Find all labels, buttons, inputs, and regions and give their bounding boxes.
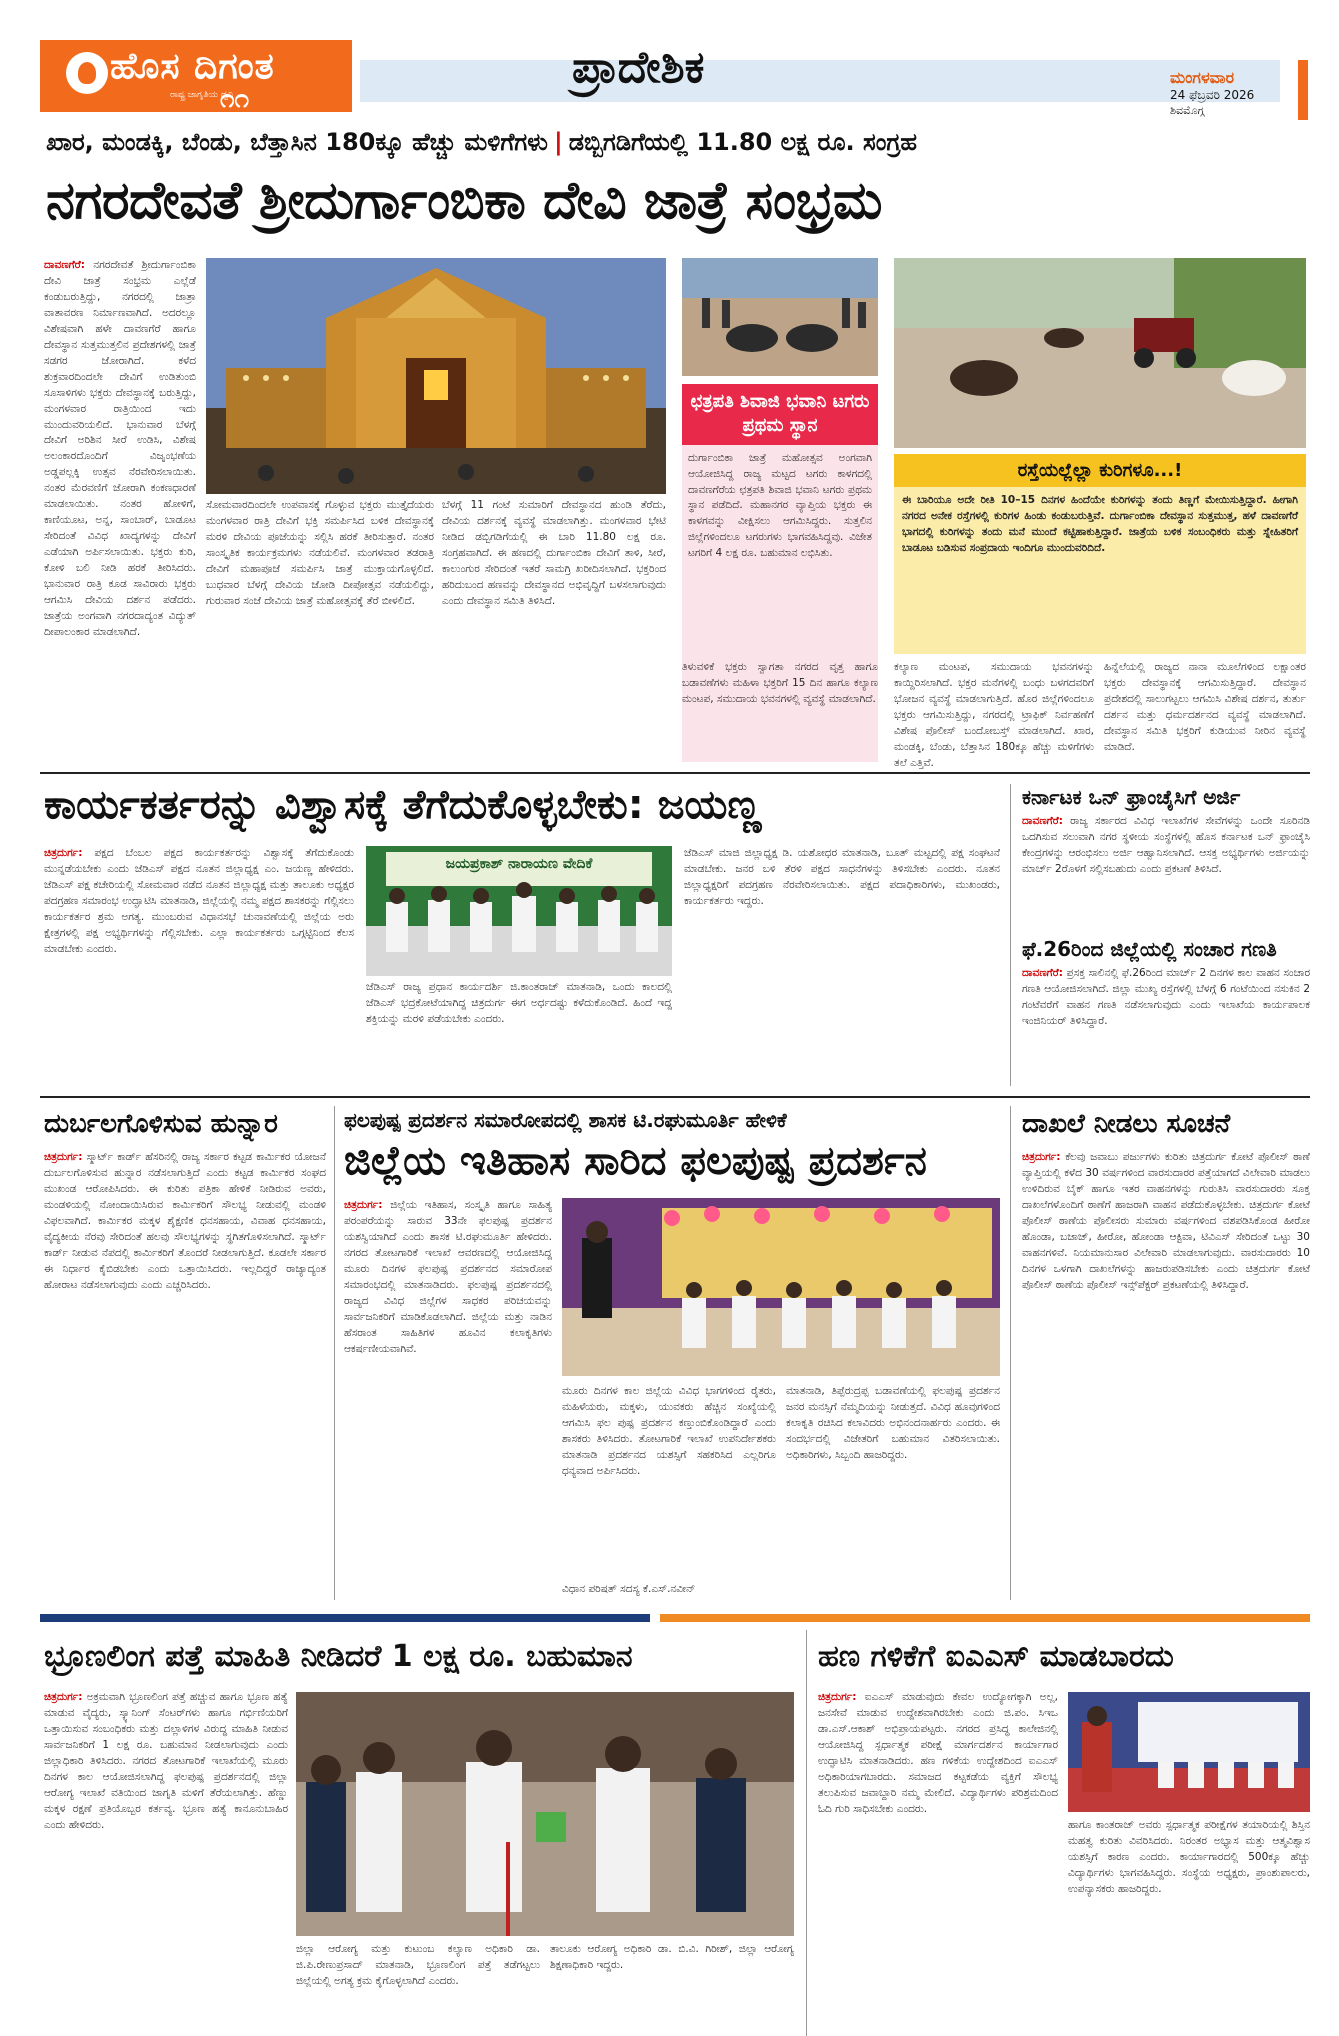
masthead bbox=[40, 40, 1310, 118]
lead-kicker bbox=[46, 128, 1316, 156]
dateline: ದಾವಣಗೆರೆ: bbox=[44, 259, 85, 271]
dateline: ಚಿತ್ರದುರ್ಗ: bbox=[44, 1151, 83, 1163]
lead-col-4: ಕಲ್ಯಾಣ ಮಂಟಪ, ಸಮುದಾಯ ಭವನಗಳನ್ನು ಕಾಯ್ದಿರಿಸಲಾಗಿದೆ. ಭಕ್ತರ ಮನೆಗಳಲ್ಲಿ ಬಂಧು ಬಳಗದವರಿಗೆ ಭೋಜನ ವ್ಯವಸ್ಥೆ ಮಾಡಲಾಗುತ್ತಿದೆ. ಹೊರ ಜಿಲ್ಲೆಗಳಿಂದಲೂ ಭಕ್ತರು ಆಗಮಿಸುತ್ತಿದ್ದು, ನಗರದಲ್ಲಿ ಟ್ರಾಫಿಕ್ ನಿರ್ವಹಣೆಗೆ ವಿಶೇಷ ಪೊಲೀಸ್ ಬಂದೋಬಸ್ತ್ ಮಾಡಲಾಗಿದೆ. ಖಾರ, ಮಂಡಕ್ಕಿ, ಬೆಂಡು, ಬೆತ್ತಾಸಿನ 180ಕ್ಕೂ ಹೆಚ್ಚು ಮಳಿಗೆಗಳು ತಲೆ ಎತ್ತಿವೆ. bbox=[894, 661, 1094, 769]
traffic-census-body bbox=[1022, 966, 1310, 1086]
story2-col-1-text: ಪಕ್ಷದ ಬೆಂಬಲ ಪಕ್ಷದ ಕಾರ್ಯಕರ್ತರನ್ನು ವಿಶ್ವಾಸಕ್ಕೆ ತೆಗೆದುಕೊಂಡು ಮುನ್ನಡೆಯಬೇಕು ಎಂದು ಜೆಡಿಎಸ್ ಪಕ್ಷದ ನೂತನ ಜಿಲ್ಲಾಧ್ಯಕ್ಷ ಎಂ. ಜಯಣ್ಣ ಹೇಳಿದರು. ಜೆಡಿಎಸ್ ಪಕ್ಷ ಕಚೇರಿಯಲ್ಲಿ ಸೋಮವಾರ ನಡೆದ ನೂತನ ಜಿಲ್ಲಾಧ್ಯಕ್ಷ ಮತ್ತು ತಾಲೂಕು ಅಧ್ಯಕ್ಷರ ಪದಗ್ರಹಣ ಸಮಾರಂಭ ಉದ್ಘಾಟಿಸಿ ಮಾತನಾಡಿ, ಜಿಲ್ಲೆಯಲ್ಲಿ ನಮ್ಮ ಪಕ್ಷದ ಶಾಸಕರನ್ನು ಗೆಲ್ಲಿಸಲು ಕಾರ್ಯಕರ್ತರ ಶ್ರಮ ಅಗತ್ಯ. ಮುಂಬರುವ ವಿಧಾನಸಭೆ ಚುನಾವಣೆಯಲ್ಲಿ ಜಿಲ್ಲೆಯ ಅರು ಕ್ಷೇತ್ರಗಳಲ್ಲಿ ಪಕ್ಷ ಅಭ್ಯರ್ಥಿಗಳನ್ನು ಗೆಲ್ಲಿಸಬೇಕು. ಎಲ್ಲಾ ಕಾರ್ಯಕರ್ತರು ಒಗ್ಗಟ್ಟಿನಿಂದ ಕೆಲಸ ಮಾಡಬೇಕು ಎಂದರು. bbox=[44, 847, 355, 955]
story4-col-1-text: ಜಿಲ್ಲೆಯ ಇತಿಹಾಸ, ಸಂಸ್ಕೃತಿ ಹಾಗೂ ಸಾಹಿತ್ಯ ಪರಂಪರೆಯನ್ನು ಸಾರುವ 33ನೇ ಫಲಪುಷ್ಪ ಪ್ರದರ್ಶನ ಯಶಸ್ವಿಯಾಗಿದೆ ಎಂದು ಶಾಸಕ ಟಿ.ರಘುಮೂರ್ತಿ ಹೇಳಿದರು. ನಗರದ ತೋಟಗಾರಿಕೆ ಇಲಾಖೆ ಆವರಣದಲ್ಲಿ ಆಯೋಜಿಸಿದ್ದ ಮೂರು ದಿನಗಳ ಫಲಪುಷ್ಪ ಪ್ರದರ್ಶನದ ಸಮಾರೋಪ ಸಮಾರಂಭದಲ್ಲಿ ಮಾತನಾಡಿದರು. ಫಲಪುಷ್ಪ ಪ್ರದರ್ಶನದಲ್ಲಿ ರಾಜ್ಯದ ವಿವಿಧ ಜಿಲ್ಲೆಗಳ ಸಾಧಕರ ಪರಿಚಯವನ್ನು ಸಾರ್ವಜನಿಕರಿಗೆ ಮಾಡಿಕೊಡಲಾಗಿದೆ. ಜಿಲ್ಲೆಯ ಮತ್ತು ನಾಡಿನ ಹೆಸರಾಂತ ಸಾಹಿತಿಗಳ ಹೂವಿನ ಕಲಾಕೃತಿಗಳು ಆಕರ್ಷಣೀಯವಾಗಿವೆ. bbox=[344, 1199, 553, 1355]
sheep-box-title: ರಸ್ತೆಯಲ್ಲೆಲ್ಲಾ ಕುರಿಗಳೂ...! bbox=[894, 454, 1306, 487]
dateline: ಚಿತ್ರದುರ್ಗ: bbox=[344, 1199, 383, 1211]
section-title: ಪ್ರಾದೇಶಿಕ bbox=[572, 42, 705, 93]
temple-photo bbox=[206, 258, 666, 494]
jds-photo-banner: ಜಯಪ್ರಕಾಶ್ ನಾರಾಯಣ ವೇದಿಕೆ bbox=[445, 856, 593, 872]
story4-col-1 bbox=[344, 1198, 552, 1600]
page-number: ೧೧ bbox=[220, 84, 250, 114]
story4-col-2: ಮೂರು ದಿನಗಳ ಕಾಲ ಜಿಲ್ಲೆಯ ವಿವಿಧ ಭಾಗಗಳಿಂದ ರೈತರು, ಮಹಿಳೆಯರು, ಮಕ್ಕಳು, ಯುವಕರು ಹೆಚ್ಚಿನ ಸಂಖ್ಯೆಯಲ್ಲಿ ಆಗಮಿಸಿ ಫಲ ಪುಷ್ಪ ಪ್ರದರ್ಶನ ಕಣ್ತುಂಬಿಕೊಂಡಿದ್ದಾರೆ ಎಂದು ಶಾಸಕರು ತಿಳಿಸಿದರು. ತೋಟಗಾರಿಕೆ ಇಲಾಖೆ ಉಪನಿರ್ದೇಶಕರು ಮಾತನಾಡಿ ಪ್ರದರ್ಶನದ ಯಶಸ್ಸಿಗೆ ಸಹಕರಿಸಿದ ಎಲ್ಲರಿಗೂ ಧನ್ಯವಾದ ಅರ್ಪಿಸಿದರು. bbox=[562, 1385, 776, 1477]
story6-col-2: ಹಾಗೂ ಕಾಂತರಾಜ್ ಅವರು ಸ್ಪರ್ಧಾತ್ಮಕ ಪರೀಕ್ಷೆಗಳ ತಯಾರಿಯಲ್ಲಿ ಶಿಸ್ತಿನ ಮಹತ್ವ ಕುರಿತು ವಿವರಿಸಿದರು. ನಿರಂತರ ಅಭ್ಯಾಸ ಮತ್ತು ಆತ್ಮವಿಶ್ವಾಸ ಯಶಸ್ಸಿಗೆ ಕಾರಣ ಎಂದರು. ಕಾರ್ಯಾಗಾರದಲ್ಲಿ 500ಕ್ಕೂ ಹೆಚ್ಚು ವಿದ್ಯಾರ್ಥಿಗಳು ಭಾಗವಹಿಸಿದ್ದರು. ಸಂಸ್ಥೆಯ ಅಧ್ಯಕ್ಷರು, ಪ್ರಾಂಶುಪಾಲರು, ಉಪನ್ಯಾಸಕರು ಹಾಜರಿದ್ದರು. bbox=[1068, 1819, 1310, 1895]
divider bbox=[40, 1096, 1310, 1098]
dateline: ಚಿತ್ರದುರ್ಗ: bbox=[1022, 1151, 1061, 1163]
issue-place: ಶಿವಮೊಗ್ಗ bbox=[1170, 104, 1205, 117]
traffic-census-body-text: ಪ್ರಸಕ್ತ ಸಾಲಿನಲ್ಲಿ ಫೆ.26ರಿಂದ ಮಾರ್ಚ್ 2 ದಿನಗಳ ಕಾಲ ವಾಹನ ಸಂಚಾರ ಗಣತಿ ಆಯೋಜಿಸಲಾಗಿದೆ. ಜಿಲ್ಲಾ ಮುಖ್ಯ ರಸ್ತೆಗಳಲ್ಲಿ ಬೆಳಗ್ಗೆ 6 ಗಂಟೆಯಿಂದ ನಸುಕಿನ 2 ಗಂಟೆವರೆಗೆ ವಾಹನ ಗಣತಿ ನಡೆಸಲಾಗುವುದು ಎಂದು ಇಲಾಖೆಯ ಕಾರ್ಯಪಾಲಕ ಇಂಜಿನಿಯರ್ ತಿಳಿಸಿದ್ದಾರೆ. bbox=[1022, 967, 1310, 1027]
story4-headline: ಜಿಲ್ಲೆಯ ಇತಿಹಾಸ ಸಾರಿದ ಫಲಪುಷ್ಪ ಪ್ರದರ್ಶನ bbox=[344, 1138, 927, 1184]
flower-show-photo bbox=[562, 1198, 1000, 1376]
story2-col-2: ಜೆಡಿಎಸ್ ಮಾಜಿ ಜಿಲ್ಲಾಧ್ಯಕ್ಷ ಡಿ. ಯಶೋಧರ ಮಾತನಾಡಿ, ಬೂತ್ ಮಟ್ಟದಲ್ಲಿ ಪಕ್ಷ ಸಂಘಟನೆ ಮಾಡಬೇಕು. ಜನರ ಬಳಿ ತೆರಳಿ ಪಕ್ಷದ ಸಾಧನೆಗಳನ್ನು ತಿಳಿಸಬೇಕು ಎಂದರು. ನೂತನ ಜಿಲ್ಲಾಧ್ಯಕ್ಷರಿಗೆ ಪದಗ್ರಹಣ ನೆರವೇರಿಸಲಾಯಿತು. ಪಕ್ಷದ ಪದಾಧಿಕಾರಿಗಳು, ಮುಖಂಡರು, ಕಾರ್ಯಕರ್ತರು ಇದ್ದರು. bbox=[684, 847, 1000, 907]
story3-body-text: ಸ್ಮಾರ್ಟ್ ಕಾರ್ಡ್ ಹೆಸರಿನಲ್ಲಿ ರಾಜ್ಯ ಸರ್ಕಾರ ಕಟ್ಟಡ ಕಾರ್ಮಿಕರ ಯೋಜನೆ ದುರ್ಬಲಗೊಳಿಸುವ ಹುನ್ನಾರ ನಡೆಸಲಾಗುತ್ತಿದೆ ಎಂದು ಕಟ್ಟಡ ಕಾರ್ಮಿಕರ ಸಂಘದ ಮುಖಂಡ ಆರೋಪಿಸಿದರು. ಈ ಕುರಿತು ಪತ್ರಿಕಾ ಹೇಳಿಕೆ ನೀಡಿರುವ ಅವರು, ಮಂಡಳಿಯಲ್ಲಿ ನೋಂದಾಯಿಸಿರುವ ಕಾರ್ಮಿಕರಿಗೆ ಸೌಲಭ್ಯ ನೀಡುವಲ್ಲಿ ಮಂಡಳಿ ವಿಫಲವಾಗಿದೆ. ಕಾರ್ಮಿಕರ ಮಕ್ಕಳ ಶೈಕ್ಷಣಿಕ ಧನಸಹಾಯ, ವಿವಾಹ ಧನಸಹಾಯ, ವೈದ್ಯಕೀಯ ನೆರವು ಸೇರಿದಂತೆ ಹಲವು ಸೌಲಭ್ಯಗಳನ್ನು ಸ್ಥಗಿತಗೊಳಿಸಲಾಗಿದೆ. ಸ್ಮಾರ್ಟ್ ಕಾರ್ಡ್ ನೀಡುವ ನೆಪದಲ್ಲಿ ಕಾರ್ಮಿಕರಿಗೆ ತೊಂದರೆ ನೀಡಲಾಗುತ್ತಿದೆ. ಕೂಡಲೇ ಸರ್ಕಾರ ಈ ನಿರ್ಧಾರ ಕೈಬಿಡಬೇಕು ಎಂದು ಒತ್ತಾಯಿಸಿದರು. ಇಲ್ಲದಿದ್ದರೆ ರಾಜ್ಯಾದ್ಯಂತ ಹೋರಾಟ ನಡೆಸಲಾಗುವುದು ಎಂದು ಎಚ್ಚರಿಸಿದರು. bbox=[44, 1151, 327, 1291]
lead-col-1 bbox=[44, 258, 196, 762]
franchise-title: ಕರ್ನಾಟಕ ಒನ್ ಫ್ರಾಂಚೈಸಿಗೆ ಅರ್ಜಿ bbox=[1022, 785, 1241, 809]
franchise-body-text: ರಾಜ್ಯ ಸರ್ಕಾರದ ವಿವಿಧ ಇಲಾಖೆಗಳ ಸೇವೆಗಳನ್ನು ಒಂದೇ ಸೂರಿನಡಿ ಒದಗಿಸುವ ಸಲುವಾಗಿ ನಗರ ಸ್ಥಳೀಯ ಸಂಸ್ಥೆಗಳಲ್ಲಿ ಹೊಸ ಕರ್ನಾಟಕ ಒನ್ ಫ್ರಾಂಚೈಸಿ ಕೇಂದ್ರಗಳನ್ನು ಆರಂಭಿಸಲು ಅರ್ಜಿ ಆಹ್ವಾನಿಸಲಾಗಿದೆ. ಆಸಕ್ತ ಅಭ್ಯರ್ಥಿಗಳು ಅರ್ಜಿಯನ್ನು ಮಾರ್ಚ್ 2ರೊಳಗೆ ಸಲ್ಲಿಸಬಹುದು ಎಂದು ಪ್ರಕಟಣೆ ತಿಳಿಸಿದೆ. bbox=[1022, 815, 1310, 875]
logo-block bbox=[40, 40, 352, 112]
document-notice-body-text: ಕೆಲವು ಜವಾಬು ಪರ್ಜುಗಳು ಕುರಿತು ಚಿತ್ರದುರ್ಗ ಕೋಟೆ ಪೊಲೀಸ್ ಠಾಣೆ ವ್ಯಾಪ್ತಿಯಲ್ಲಿ ಕಳೆದ 30 ವರ್ಷಗಳಿಂದ ವಾರಸುದಾರರ ಪತ್ತೆಯಾಗದೆ ವಿಲೇವಾರಿ ಮಾಡಲು ಉಳಿದಿರುವ ಬೈಕ್ ಹಾಗೂ ಇತರ ವಾಹನಗಳನ್ನು ಗುರುತಿಸಿ ವಾರಸುದಾರರು ಸೂಕ್ತ ದಾಖಲೆಗಳೊಂದಿಗೆ ಠಾಣೆಗೆ ಹಾಜರಾಗಿ ವಾಹನ ಪಡೆದುಕೊಳ್ಳಬೇಕು. ಚಿತ್ರದುರ್ಗ ಕೋಟೆ ಪೊಲೀಸ್ ಠಾಣೆಯ ಪೊಲೀಸರು ಸುಮಾರು ವರ್ಷಗಳಿಂದ ವಶಪಡಿಸಿಕೊಂಡ ಹೀರೋ ಹೊಂಡಾ, ಬಜಾಜ್, ಹೀರೋ, ಹೋಂಡಾ ಆಕ್ಟಿವಾ, ಟಿವಿಎಸ್ ಸೇರಿದಂತೆ ಒಟ್ಟು 30 ವಾಹನಗಳಿವೆ. ನಿಯಮಾನುಸಾರ ವಿಲೇವಾರಿ ಮಾಡಲಾಗುವುದು. ವಾರಸುದಾರರು 10 ದಿನಗಳ ಒಳಗಾಗಿ ದಾಖಲೆಗಳನ್ನು ಹಾಜರುಪಡಿಸಬೇಕು ಎಂದು ಚಿತ್ರದುರ್ಗ ಕೋಟೆ ಪೊಲೀಸ್ ಠಾಣೆಯ ಪೊಲೀಸ್ ಇನ್ಸ್‌ಪೆಕ್ಟರ್ ಪ್ರಕಟಣೆಯಲ್ಲಿ ತಿಳಿಸಿದ್ದಾರೆ. bbox=[1022, 1151, 1311, 1291]
franchise-body bbox=[1022, 814, 1310, 932]
traffic-census-title: ಫೆ.26ರಿಂದ ಜಿಲ್ಲೆಯಲ್ಲಿ ಸಂಚಾರ ಗಣತಿ bbox=[1022, 937, 1277, 961]
story5-body-text: ಅಕ್ರಮವಾಗಿ ಭ್ರೂಣಲಿಂಗ ಪತ್ತೆ ಹಚ್ಚುವ ಹಾಗೂ ಭ್ರೂಣ ಹತ್ಯೆ ಮಾಡುವ ವೈದ್ಯರು, ಸ್ಕ್ಯಾನಿಂಗ್ ಸೆಂಟರ್‌ಗಳು ಹಾಗೂ ಗರ್ಭಿಣಿಯರಿಗೆ ಒತ್ತಾಯಿಸುವ ಸಂಬಂಧಿಕರು ಮತ್ತು ದಲ್ಲಾಳಿಗಳ ವಿರುದ್ಧ ಮಾಹಿತಿ ನೀಡುವ ಸಾರ್ವಜನಿಕರಿಗೆ 1 ಲಕ್ಷ ರೂ. ಬಹುಮಾನ ನೀಡಲಾಗುವುದು ಎಂದು ಜಿಲ್ಲಾಧಿಕಾರಿ ತಿಳಿಸಿದರು. ನಗರದ ತೋಟಗಾರಿಕೆ ಇಲಾಖೆಯಲ್ಲಿ ಮೂರು ದಿನಗಳ ಕಾಲ ಆಯೋಜಿಸಲಾಗಿದ್ದ ಫಲಪುಷ್ಪ ಪ್ರದರ್ಶನದಲ್ಲಿ ಜಿಲ್ಲಾ ಆರೋಗ್ಯ ಇಲಾಖೆ ವತಿಯಿಂದ ಜಾಗೃತಿ ಮಳಿಗೆ ತೆರೆಯಲಾಗಿತ್ತು. ಹೆಣ್ಣು ಮಕ್ಕಳ ರಕ್ಷಣೆ ಪ್ರತಿಯೊಬ್ಬರ ಕರ್ತವ್ಯ. ಭ್ರೂಣ ಹತ್ಯೆ ಕಾನೂನುಬಾಹಿರ ಎಂದು ಹೇಳಿದರು. bbox=[44, 1691, 288, 1831]
issue-date: 24 ಫೆಬ್ರವರಿ 2026 bbox=[1170, 88, 1255, 102]
section-band bbox=[360, 60, 1280, 102]
dateline: ಚಿತ್ರದುರ್ಗ: bbox=[818, 1691, 857, 1703]
sheep-photo bbox=[894, 258, 1306, 448]
issue-day: ಮಂಗಳವಾರ bbox=[1170, 68, 1235, 87]
logo-text: ಹೊಸ ದಿಗಂತ bbox=[110, 46, 275, 87]
dateline: ದಾವಣಗೆರೆ: bbox=[1022, 967, 1063, 979]
ram-fight-photo bbox=[682, 258, 878, 376]
story5-body bbox=[44, 1690, 288, 2036]
lead-col-3: ಬೆಳಗ್ಗೆ 11 ಗಂಟೆ ಸುಮಾರಿಗೆ ದೇವಸ್ಥಾನದ ಹುಂಡಿ ತೆರೆದು, ದೇವಿಯ ದರ್ಶನಕ್ಕೆ ವ್ಯವಸ್ಥೆ ಮಾಡಲಾಗಿತ್ತು. ಮಂಗಳವಾರ ಭೇಟಿ ನೀಡಿದ ಡಬ್ಬಿಗಡಿಗೆಯಲ್ಲಿ ಈ ಬಾರಿ 11.80 ಲಕ್ಷ ರೂ. ಸಂಗ್ರಹವಾಗಿದೆ. ಈ ಹಣದಲ್ಲಿ ದುರ್ಗಾಂಬಿಕಾ ದೇವಿಗೆ ತಾಳಿ, ಸೀರೆ, ಕಾಲುಂಗುರ ಸೇರಿದಂತೆ ಇತರೆ ಸಾಮಗ್ರಿ ಖರೀದಿಸಲಾಗಿದೆ. ಭಕ್ತರಿಂದ ಹರಿದುಬಂದ ಹಣವನ್ನು ದೇವಸ್ಥಾನದ ಅಭಿವೃದ್ಧಿಗೆ ಬಳಸಲಾಗುವುದು ಎಂದು ದೇವಸ್ಥಾನ ಸಮಿತಿ ತಿಳಿಸಿದೆ. bbox=[442, 499, 666, 607]
story4-col-3: ಮಾತನಾಡಿ, ತಿಪ್ಪೆರುದ್ರಪ್ಪ ಬಡಾವಣೆಯಲ್ಲಿ ಫಲಪುಷ್ಪ ಪ್ರದರ್ಶನ ಜನರ ಮನಸ್ಸಿಗೆ ನೆಮ್ಮದಿಯನ್ನು ನೀಡುತ್ತದೆ. ವಿವಿಧ ಹೂವುಗಳಿಂದ ಕಲಾಕೃತಿ ರಚಿಸಿದ ಕಲಾವಿದರು ಅಭಿನಂದನಾರ್ಹರು ಎಂದರು. ಈ ಸಂದರ್ಭದಲ್ಲಿ ವಿಜೇತರಿಗೆ ಬಹುಮಾನ ವಿತರಿಸಲಾಯಿತು. ಅಧಿಕಾರಿಗಳು, ಸಿಬ್ಬಂದಿ ಹಾಜರಿದ್ದರು. bbox=[786, 1385, 1000, 1461]
column-rule bbox=[1010, 1106, 1011, 1600]
section-bar-orange bbox=[660, 1614, 1310, 1622]
story6-col-1-text: ಐಎಎಸ್ ಮಾಡುವುದು ಕೇವಲ ಉದ್ಯೋಗಕ್ಕಾಗಿ ಅಲ್ಲ, ಜನಸೇವೆ ಮಾಡುವ ಉದ್ದೇಶವಾಗಿರಬೇಕು ಎಂದು ಜಿ.ಪಂ. ಸಿಇಒ ಡಾ.ಎಸ್.ಆಕಾಶ್ ಅಭಿಪ್ರಾಯಪಟ್ಟರು. ನಗರದ ಪ್ರಸಿದ್ಧ ಕಾಲೇಜಿನಲ್ಲಿ ಆಯೋಜಿಸಿದ್ದ ಸ್ಪರ್ಧಾತ್ಮಕ ಪರೀಕ್ಷೆ ಮಾರ್ಗದರ್ಶನ ಕಾರ್ಯಾಗಾರ ಉದ್ಘಾಟಿಸಿ ಮಾತನಾಡಿದರು. ಹಣ ಗಳಿಕೆಯ ಉದ್ದೇಶದಿಂದ ಐಎಎಸ್ ಅಧಿಕಾರಿಯಾಗಬಾರದು. ಸಮಾಜದ ಕಟ್ಟಕಡೆಯ ವ್ಯಕ್ತಿಗೆ ಸೌಲಭ್ಯ ತಲುಪಿಸುವ ಜವಾಬ್ದಾರಿ ನಮ್ಮ ಮೇಲಿದೆ. ವಿದ್ಯಾರ್ಥಿಗಳು ಪರಿಶ್ರಮದಿಂದ ಓದಿ ಗುರಿ ಸಾಧಿಸಬೇಕು ಎಂದರು. bbox=[818, 1691, 1058, 1815]
column-rule bbox=[1010, 784, 1011, 1086]
story2-col-1 bbox=[44, 846, 354, 1086]
story3-body bbox=[44, 1150, 326, 1600]
lead-kicker-right: ಡಬ್ಬಿಗಡಿಗೆಯಲ್ಲಿ 11.80 ಲಕ್ಷ ರೂ. ಸಂಗ್ರಹ bbox=[568, 128, 918, 156]
section-bar-navy bbox=[40, 1614, 650, 1622]
story3-title: ದುರ್ಬಲಗೊಳಿಸುವ ಹುನ್ನಾರ bbox=[44, 1109, 278, 1139]
jds-meeting-photo bbox=[366, 846, 672, 976]
date-accent-bar bbox=[1298, 60, 1308, 120]
dateline: ಚಿತ್ರದುರ್ಗ: bbox=[44, 847, 83, 859]
story2-caption: ಜೆಡಿಎಸ್ ರಾಜ್ಯ ಪ್ರಧಾನ ಕಾರ್ಯದರ್ಶಿ ಜಿ.ಕಾಂತರಾಜ್ ಮಾತನಾಡಿ, ಒಂದು ಕಾಲದಲ್ಲಿ ಜೆಡಿಎಸ್ ಭದ್ರಕೋಟೆಯಾಗಿದ್ದ ಚಿತ್ರದುರ್ಗ ಈಗ ಅರ್ಧದಷ್ಟು ಕಳೆದುಕೊಂಡಿದೆ. ಹಿಂದೆ ಇದ್ದ ಶಕ್ತಿಯನ್ನು ಮರಳಿ ಪಡೆಯಬೇಕು ಎಂದರು. bbox=[366, 981, 672, 1025]
sheep-box-body: ಈ ಬಾರಿಯೂ ಅದೇ ರೀತಿ 10–15 ದಿನಗಳ ಹಿಂದೆಯೇ ಕುರಿಗಳನ್ನು ತಂದು ತಿಣ್ಣಗೆ ಮೇಯಿಸುತ್ತಿದ್ದಾರೆ. ಹೀಗಾಗಿ ನಗರದ ಅನೇಕ ರಸ್ತೆಗಳಲ್ಲಿ ಕುರಿಗಳ ಹಿಂಡು ಕಂಡುಬರುತ್ತಿವೆ. ದುರ್ಗಾಂಬಿಕಾ ದೇವಸ್ಥಾನ ಸುತ್ತಮುತ್ತ, ಹಳೆ ದಾವಣಗೆರೆ ಭಾಗದಲ್ಲಿ ಕುರಿಗಳನ್ನು ತಂದು ಮನೆ ಮುಂದೆ ಕಟ್ಟಿಹಾಕುತ್ತಿದ್ದಾರೆ. ಜಾತ್ರೆಯ ಬಳಿಕ ಸಂಬಂಧಿಕರು ಮತ್ತು ಸ್ನೇಹಿತರಿಗೆ ಬಾಡೂಟ ಬಡಿಸುವ ಸಂಪ್ರದಾಯ ಇಂದಿಗೂ ಮುಂದುವರಿದಿದೆ. bbox=[902, 494, 1298, 554]
kicker-separator: | bbox=[553, 128, 563, 156]
logo-emblem-icon bbox=[66, 52, 108, 94]
health-stall-photo bbox=[296, 1692, 794, 1936]
column-rule bbox=[806, 1630, 807, 2036]
document-notice-title: ದಾಖಲೆ ನೀಡಲು ಸೂಚನೆ bbox=[1022, 1109, 1231, 1139]
lead-kicker-left: ಖಾರ, ಮಂಡಕ್ಕಿ, ಬೆಂಡು, ಬೆತ್ತಾಸಿನ 180ಕ್ಕೂ ಹೆಚ್ಚು ಮಳಿಗೆಗಳು bbox=[46, 128, 548, 156]
divider bbox=[40, 772, 1310, 774]
ram-fight-title: ಛತ್ರಪತಿ ಶಿವಾಜಿ ಭವಾನಿ ಟಗರು ಪ್ರಥಮ ಸ್ಥಾನ bbox=[682, 384, 878, 445]
dateline: ಚಿತ್ರದುರ್ಗ: bbox=[44, 1691, 83, 1703]
story6-col-1 bbox=[818, 1690, 1058, 2036]
lead-col-pink-tail: ತಿಳುವಳಿಕೆ ಭಕ್ತರು ಸ್ವಾಗತಾ ನಗರದ ವೃತ್ತ ಹಾಗೂ ಬಡಾವಣೆಗಳು ಮಹಿಳಾ ಭಕ್ತರಿಗೆ 15 ದಿನ ಹಾಗೂ ಕಲ್ಯಾಣ ಮಂಟಪ, ಸಮುದಾಯ ಭವನಗಳಲ್ಲಿ ವ್ಯವಸ್ಥೆ ಮಾಡಲಾಗಿದೆ. bbox=[682, 661, 878, 705]
story5-caption: ಜಿಲ್ಲಾ ಆರೋಗ್ಯ ಮತ್ತು ಕುಟುಂಬ ಕಲ್ಯಾಣ ಅಧಿಕಾರಿ ಡಾ. ಜಿ.ಪಿ.ರೇಣುಪ್ರಸಾದ್ ಮಾತನಾಡಿ, ಭ್ರೂಣಲಿಂಗ ಪತ್ತೆ ತಡೆಗಟ್ಟಲು ಜಿಲ್ಲೆಯಲ್ಲಿ ಅಗತ್ಯ ಕ್ರಮ ಕೈಗೊಳ್ಳಲಾಗಿದೆ ಎಂದರು. bbox=[296, 1943, 540, 1987]
story5-caption-2: ತಾಲೂಕು ಆರೋಗ್ಯ ಅಧಿಕಾರಿ ಡಾ. ಬಿ.ವಿ. ಗಿರೀಶ್, ಜಿಲ್ಲಾ ಆರೋಗ್ಯ ಶಿಕ್ಷಣಾಧಿಕಾರಿ ಇದ್ದರು. bbox=[550, 1943, 794, 1971]
lead-headline: ನಗರದೇವತೆ ಶ್ರೀದುರ್ಗಾಂಬಿಕಾ ದೇವಿ ಜಾತ್ರೆ ಸಂಭ್ರಮ bbox=[46, 171, 882, 231]
ram-fight-body: ದುರ್ಗಾಂಬಿಕಾ ಜಾತ್ರೆ ಮಹೋತ್ಸವ ಅಂಗವಾಗಿ ಆಯೋಜಿಸಿದ್ದ ರಾಜ್ಯ ಮಟ್ಟದ ಟಗರು ಕಾಳಗದಲ್ಲಿ ದಾವಣಗೆರೆಯ ಛತ್ರಪತಿ ಶಿವಾಜಿ ಭವಾನಿ ಟಗರು ಪ್ರಥಮ ಸ್ಥಾನ ಪಡೆದಿದೆ. ಮಹಾನಗರ ವ್ಯಾಪ್ತಿಯ ಭಕ್ತರು ಈ ಕಾಳಗವನ್ನು ವೀಕ್ಷಿಸಲು ಆಗಮಿಸಿದ್ದರು. ಸುತ್ತಲಿನ ಜಿಲ್ಲೆಗಳಿಂದಲೂ ಟಗರುಗಳು ಭಾಗವಹಿಸಿದ್ದವು. ವಿಜೇತ ಟಗರಿಗೆ 4 ಲಕ್ಷ ರೂ. ಬಹುಮಾನ ಲಭಿಸಿತು. bbox=[688, 451, 872, 560]
story6-headline: ಹಣ ಗಳಿಕೆಗೆ ಐಎಎಸ್ ಮಾಡಬಾರದು bbox=[818, 1639, 1174, 1674]
lead-col-2: ಸೋಮವಾರದಿಂದಲೇ ಉಪವಾಸಕ್ಕೆ ಗೊಳ್ಳುವ ಭಕ್ತರು ಮುತ್ತೈದೆಯರು ಮಂಗಳವಾರ ರಾತ್ರಿ ದೇವಿಗೆ ಭಕ್ತಿ ಸಮರ್ಪಿಸಿದ ಬಳಿಕ ದೇವಸ್ಥಾನಕ್ಕೆ ಮರಳಿ ದೇವಿಯ ಪೂಜೆಯನ್ನು ಸಲ್ಲಿಸಿ ಹರಕೆ ತೀರಿಸುತ್ತಾರೆ. ನಂತರ ಸಾಂಸ್ಕೃತಿಕ ಕಾರ್ಯಕ್ರಮಗಳು ನಡೆಯಲಿವೆ. ಮಂಗಳವಾರ ತಡರಾತ್ರಿ ದೇವಿಗೆ ಮಹಾಪೂಜೆ ಸಮರ್ಪಿಸಿ ಜಾತ್ರೆ ಮುಕ್ತಾಯಗೊಳ್ಳಲಿದೆ. ಬುಧವಾರ ಬೆಳಗ್ಗೆ ದೇವಿಯ ಜೋಡಿ ದೀಪೋತ್ಸವ ನಡೆಯಲಿದ್ದು, ಗುರುವಾರ ಸಂಜೆ ದೇವಿಯ ಜಾತ್ರೆ ಮಹೋತ್ಸವಕ್ಕೆ ತೆರೆ ಬೀಳಲಿದೆ. bbox=[206, 499, 434, 607]
story4-caption: ವಿಧಾನ ಪರಿಷತ್ ಸದಸ್ಯ ಕೆ.ಎಸ್.ನವೀನ್ bbox=[562, 1583, 696, 1595]
column-rule bbox=[334, 1106, 335, 1600]
story2-headline: ಕಾರ್ಯಕರ್ತರನ್ನು ವಿಶ್ವಾಸಕ್ಕೆ ತೆಗೆದುಕೊಳ್ಳಬೇಕು: ಜಯಣ್ಣ bbox=[44, 782, 762, 828]
logo-tagline: ರಾಷ್ಟ್ರ ಜಾಗೃತಿಯ ಧ್ವನಿ bbox=[170, 90, 234, 100]
lead-col-1-text: ನಗರದೇವತೆ ಶ್ರೀದುರ್ಗಾಂಬಿಕಾ ದೇವಿ ಜಾತ್ರೆ ಸಂಭ್ರಮ ಎಲ್ಲೆಡೆ ಕಂಡುಬರುತ್ತಿದ್ದು, ನಗರದಲ್ಲಿ ಜಾತ್ರಾ ವಾತಾವರಣ ನಿರ್ಮಾಣವಾಗಿದೆ. ಅದರಲ್ಲೂ ವಿಶೇಷವಾಗಿ ಹಳೇ ದಾವಣಗೆರೆ ಹಾಗೂ ದೇವಸ್ಥಾನ ಸುತ್ತಮುತ್ತಲಿನ ಪ್ರದೇಶಗಳಲ್ಲಿ ಜಾತ್ರೆ ಸಡಗರ ಜೋರಾಗಿದೆ. ಕಳೆದ ಶುಕ್ರವಾರದಿಂದಲೇ ದೇವಿಗೆ ಉಡಿತುಂಬಿ ಸೂಸಾಳಿಗಳು ಭಕ್ತರು ದೇವಸ್ಥಾನಕ್ಕೆ ಬರುತ್ತಿದ್ದು, ಮಂಗಳವಾರ ರಾತ್ರಿಯಿಂದ ಇದು ಮುಂದುವರಿಯಲಿದೆ. ಭಾನುವಾರ ಬೆಳಗ್ಗೆ ದೇವಿಗೆ ಅರಿಶಿನ ಸೀರೆ ಉಡಿಸಿ, ವಿಶೇಷ ಅಲಂಕಾರದೊಂದಿಗೆ ವಿಜೃಂಭಣೆಯ ಅಡ್ಡಪಲ್ಲಕ್ಕಿ ಉತ್ಸವ ನೆರವೇರಿಸಲಾಯಿತು. ನಂತರ ಮೆರವಣಿಗೆ ಜೋರಾಗಿ ಕಂಕಣಧಾರಣೆ ಮಾಡಲಾಯಿತು. ನಂತರ ಹೋಳಿಗೆ, ಕಾಣಿಯೂಟ, ಅನ್ನ, ಸಾಂಬಾರ್, ಬಾಡೂಟ ಸೇರಿದಂತೆ ವಿವಿಧ ಖಾದ್ಯಗಳನ್ನು ದೇವಿಗೆ ಎಡೆಯಾಗಿ ಅರ್ಪಿಸಲಾಯಿತು. ಭಕ್ತರು ಕುರಿ, ಕೋಳಿ ಬಲಿ ನೀಡಿ ಹರಕೆ ತೀರಿಸಿದರು. ಭಾನುವಾರ ರಾತ್ರಿ ಕೂಡ ಸಾವಿರಾರು ಭಕ್ತರು ಆಗಮಿಸಿ ದೇವಿಯ ದರ್ಶನ ಪಡೆದರು. ಜಾತ್ರೆಯ ಅಂಗವಾಗಿ ನಗರದಾದ್ಯಂತ ವಿದ್ಯುತ್ ದೀಪಾಲಂಕಾರ ಮಾಡಲಾಗಿದೆ. bbox=[44, 259, 196, 638]
sheep-box bbox=[894, 454, 1306, 654]
dateline: ದಾವಣಗೆರೆ: bbox=[1022, 815, 1063, 827]
lead-col-5: ಹಿನ್ನೆಲೆಯಲ್ಲಿ ರಾಜ್ಯದ ನಾನಾ ಮೂಲೆಗಳಿಂದ ಲಕ್ಷಾಂತರ ಭಕ್ತರು ದೇವಸ್ಥಾನಕ್ಕೆ ಆಗಮಿಸುತ್ತಿದ್ದಾರೆ. ದೇವಸ್ಥಾನ ಪ್ರದೇಶದಲ್ಲಿ ಸಾಲುಗಟ್ಟಲು ಆಗಮಿಸಿ ವಿಶೇಷ ದರ್ಶನ, ತುರ್ತು ದರ್ಶನ ಮತ್ತು ಧರ್ಮದರ್ಶನದ ವ್ಯವಸ್ಥೆ ಮಾಡಲಾಗಿದೆ. ದೇವಸ್ಥಾನ ಸಮಿತಿ ಭಕ್ತರಿಗೆ ಕುಡಿಯುವ ನೀರಿನ ವ್ಯವಸ್ಥೆ ಮಾಡಿದೆ. bbox=[1104, 661, 1306, 753]
document-notice-body bbox=[1022, 1150, 1310, 1600]
story4-kicker: ಫಲಪುಷ್ಪ ಪ್ರದರ್ಶನ ಸಮಾರೋಪದಲ್ಲಿ ಶಾಸಕ ಟಿ.ರಘುಮೂರ್ತಿ ಹೇಳಿಕೆ bbox=[344, 1108, 787, 1132]
ias-workshop-photo bbox=[1068, 1692, 1310, 1812]
story5-headline: ಭ್ರೂಣಲಿಂಗ ಪತ್ತೆ ಮಾಹಿತಿ ನೀಡಿದರೆ 1 ಲಕ್ಷ ರೂ. ಬಹುಮಾನ bbox=[44, 1639, 633, 1674]
